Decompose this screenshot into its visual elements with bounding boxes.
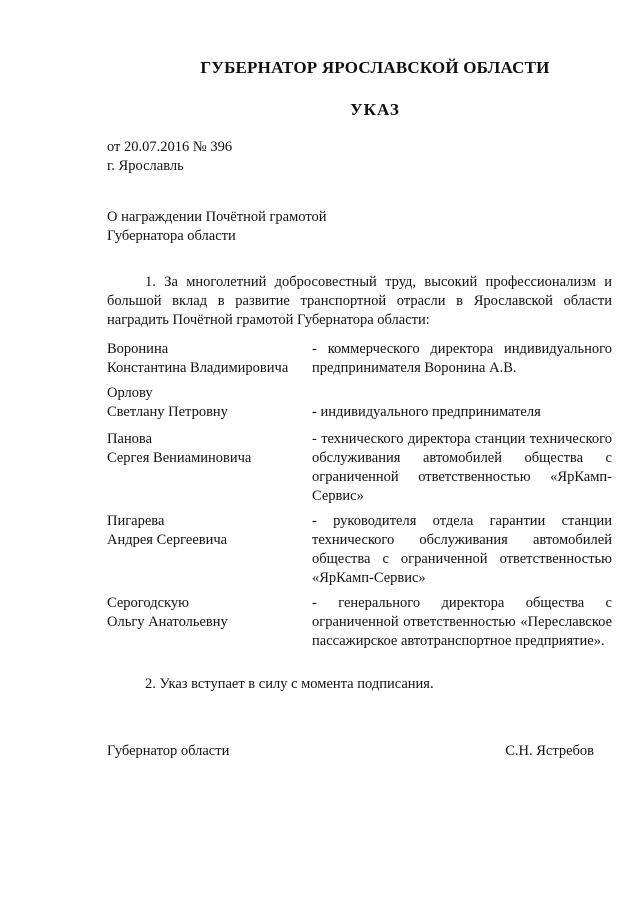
awardee-given-names: Сергея Вениаминовича — [107, 450, 252, 466]
awardee-surname: Воронина — [107, 341, 169, 357]
awardee-given-names: Константина Владимировича — [107, 360, 289, 376]
awardee-surname: Серогодскую — [107, 595, 189, 611]
awardee-position: - коммерческого директора индивидуального предпринимателя Воронина А.В. — [312, 341, 612, 376]
awardee-row — [107, 512, 612, 594]
awardee-surname: Пигарева — [107, 513, 165, 529]
awardee-list — [107, 340, 612, 676]
awardee-surname: Панова — [107, 431, 153, 447]
awardee-given-names: Ольгу Анатольевну — [107, 614, 228, 630]
paragraph-2: 2. Указ вступает в силу с момента подписания. — [145, 676, 434, 692]
document-meta — [107, 138, 612, 176]
awardee-name — [107, 340, 312, 384]
awardee-name — [107, 512, 312, 594]
signatory-name: С.Н. Ястребов — [505, 743, 594, 759]
subject-line-1: О награждении Почётной грамотой — [107, 209, 327, 225]
awardee-row — [107, 340, 612, 384]
awardee-position: - технического директора станции технического обслуживания автомобилей общества с ограниченной ответственностью «ЯрКамп-Сервис» — [312, 431, 612, 504]
paragraph-1: 1. За многолетний добросовестный труд, высокий профессионализм и большой вклад в развитие транспортной отрасли в Ярославской области наградить Почётной грамотой Губернатора области: — [107, 274, 612, 328]
awardee-surname: Орлову — [107, 385, 153, 401]
issuing-authority: ГУБЕРНАТОР ЯРОСЛАВСКОЙ ОБЛАСТИ — [200, 58, 550, 77]
awardee-row — [107, 594, 612, 676]
awardee-given-names: Светлану Петровну — [107, 404, 228, 420]
awardee-row — [107, 384, 612, 430]
awardee-name — [107, 594, 312, 676]
signatory-title: Губернатор области — [107, 743, 230, 759]
awardee-name — [107, 384, 312, 430]
awardee-position: - индивидуального предпринимателя — [312, 404, 541, 420]
city: г. Ярославль — [107, 158, 184, 174]
awardee-position: - генерального директора общества с ограниченной ответственностью «Переславское пассажирское автотранспортное предприятие». — [312, 595, 612, 649]
awardee-given-names: Андрея Сергеевича — [107, 532, 228, 548]
awardee-name — [107, 430, 312, 512]
document-type: УКАЗ — [350, 100, 400, 119]
awardee-row — [107, 430, 612, 512]
document-subject — [107, 208, 612, 246]
subject-line-2: Губернатора области — [107, 228, 236, 244]
date-number: от 20.07.2016 № 396 — [107, 139, 233, 155]
awardee-position: - руководителя отдела гарантии станции технического обслуживания автомобилей общества с ограниченной ответственностью «ЯрКамп-Сервис» — [312, 513, 612, 586]
